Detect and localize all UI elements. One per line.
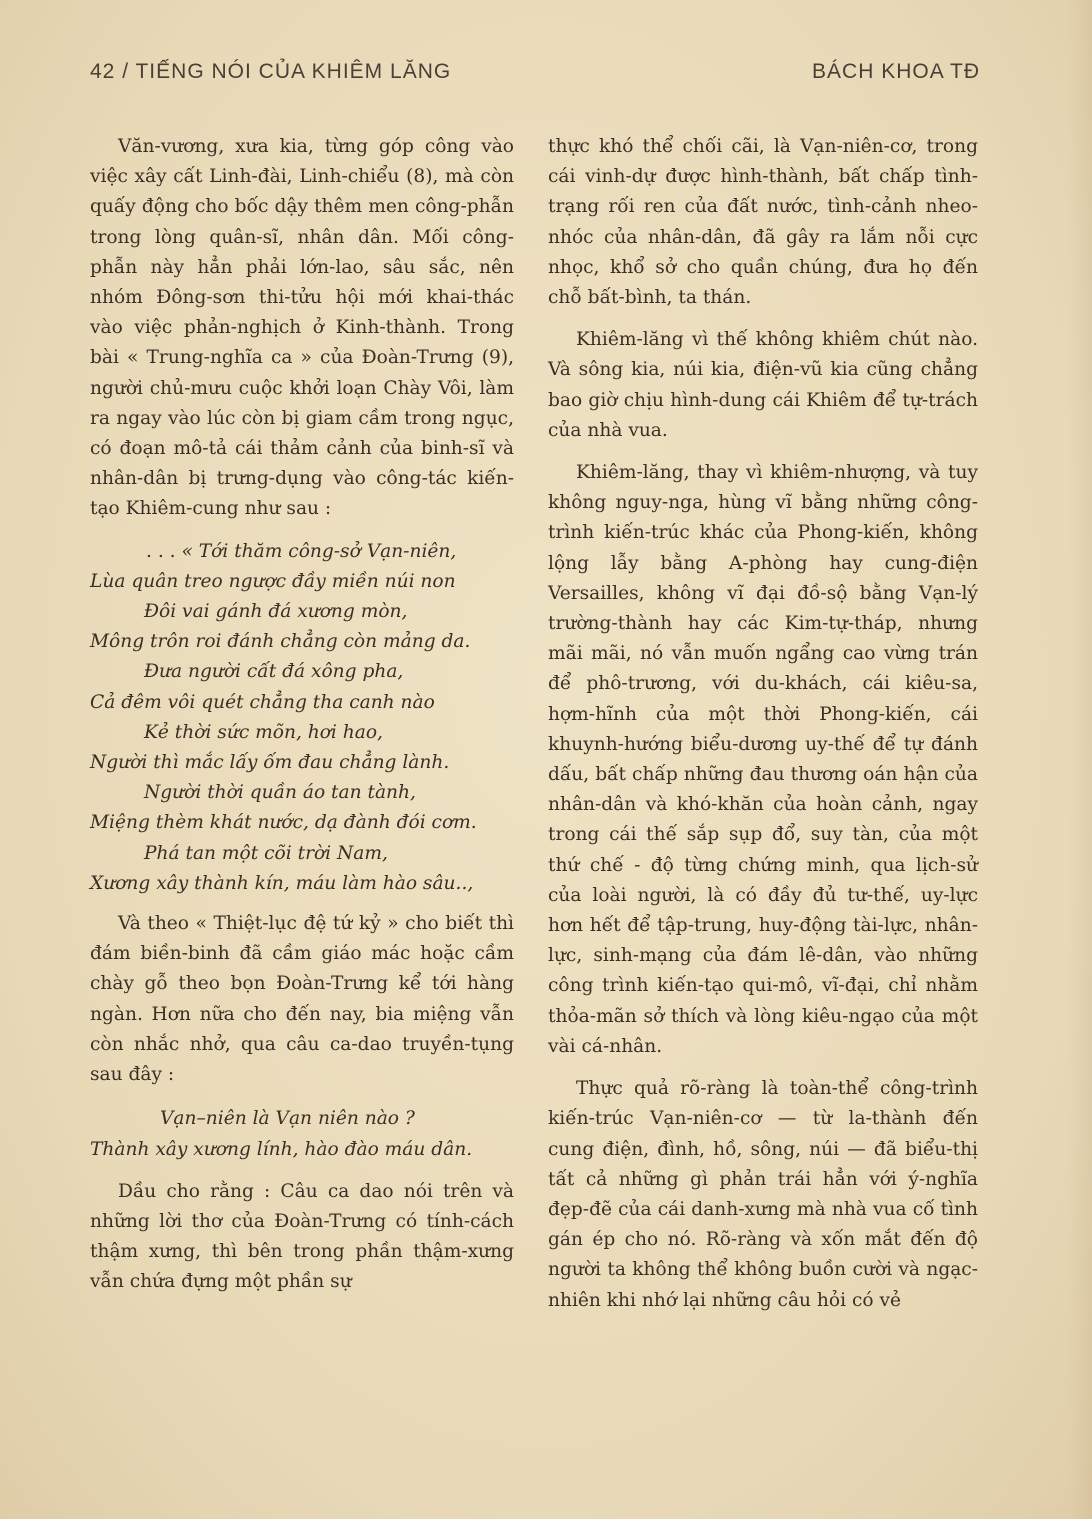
verse-line: Phá tan một cõi trời Nam, xyxy=(144,842,388,864)
verse-line: Xương xây thành kín, máu làm hào sâu.., xyxy=(90,872,474,894)
paragraph: Khiêm-lăng vì thế không khiêm chút nào. Và sông kia, núi kia, điện-vũ kia cũng chẳng bao giờ chịu hình-dung cái Khiêm để tự-trách của nhà vua. xyxy=(548,329,978,441)
verse-line: Người thì mắc lấy ốm đau chẳng lành. xyxy=(90,752,450,774)
header-right: BÁCH KHOA TĐ xyxy=(812,60,980,83)
verse-line: Đưa người cất đá xông pha, xyxy=(144,661,404,683)
paragraph: Và theo « Thiệt-lục đệ tứ kỷ » cho biết thì đám biền-binh đã cầm giáo mác hoặc cầm chày gỗ theo bọn Đoàn-Trưng kể tới hàng ngàn. Hơn nữa cho đến nay, bia miệng vẫn còn nhắc nhở, qua câu ca-dao truyền-tụng sau đây : xyxy=(90,913,514,1086)
verse-line: Lùa quân treo ngược đầy miền núi non xyxy=(90,570,456,592)
verse-line: Kẻ thời sức mõn, hơi hao, xyxy=(144,721,383,743)
verse-line: Người thời quần áo tan tành, xyxy=(144,782,416,804)
paragraph: thực khó thể chối cãi, là Vạn-niên-cơ, trong cái vinh-dự được hình-thành, bất chấp tình-trạng rối ren của đất nước, tình-cảnh nheo-nhóc của nhân-dân, đã gây ra lắm nỗi cực nhọc, khổ sở cho quần chúng, đưa họ đến chỗ bất-bình, ta thán. xyxy=(548,136,978,309)
paragraph: Khiêm-lăng, thay vì khiêm-nhượng, và tuy không nguy-nga, hùng vĩ bằng những công-trình kiến-trúc khác của Phong-kiến, không lộng lẫy bằng A-phòng hay cung-điện Versailles, không vĩ đại đồ-sộ bằng Vạn-lý trường-thành hay các Kim-tự-tháp, nhưng mãi mãi, nó vẫn muốn ngẩng cao vừng trán để phô-trương, với du-khách, cái kiêu-sa, hợm-hĩnh của một thời Phong-kiến, cái khuynh-hướng biểu-dương uy-thế để tự đánh dấu, bất chấp những đau thương oán hận của nhân-dân và khó-khăn của hoàn cảnh, ngay trong cái thế sắp sụp đổ, suy tàn, của một thứ chế - độ từng chứng minh, qua lịch-sử của loài người, là có đầy đủ tư-thế, uy-lực hơn hết để tập-trung, huy-động tài-lực, nhân-lực, sinh-mạng của đám lê-dân, vào những công trình kiến-tạo qui-mô, vĩ-đại, chỉ nhằm thỏa-mãn sở thích và lòng kiêu-ngạo của một vài cá-nhân. xyxy=(548,462,978,1057)
verse-line: Mông trôn roi đánh chẳng còn mảng da. xyxy=(90,631,471,653)
page-edge-shading xyxy=(1068,0,1092,1519)
couplet-line: Vạn–niên là Vạn niên nào ? xyxy=(160,1108,415,1130)
paragraph: Thực quả rõ-ràng là toàn-thể công-trình kiến-trúc Vạn-niên-cơ — từ la-thành đến cung điện, đình, hồ, sông, núi — đã biểu-thị tất cả những gì phản trái hẳn với ý-nghĩa đẹp-đẽ của cái danh-xưng mà nhà vua cố tình gán ép cho nó. Rõ-ràng và xốn mắt đến độ người ta không thể không buồn cười và ngạc-nhiên khi nhớ lại những câu hỏi có vẻ xyxy=(548,1078,978,1311)
right-column xyxy=(548,132,978,1316)
paragraph: Văn-vương, xưa kia, từng góp công vào việc xây cất Linh-đài, Linh-chiểu (8), mà còn quấy động cho bốc dậy thêm men công-phẫn trong lòng quân-sĩ, nhân dân. Mối công-phẫn này hẳn phải lớn-lao, sâu sắc, nên nhóm Đông-sơn thi-tửu hội mới khai-thác vào việc phản-nghịch ở Kinh-thành. Trong bài « Trung-nghĩa ca » của Đoàn-Trưng (9), người chủ-mưu cuộc khởi loạn Chày Vôi, làm ra ngay vào lúc còn bị giam cầm trong ngục, có đoạn mô-tả cái thảm cảnh của binh-sĩ và nhân-dân bị trưng-dụng vào công-tác kiến-tạo Khiêm-cung như sau : xyxy=(90,136,514,520)
verse-line: . . . « Tới thăm công-sở Vạn-niên, xyxy=(146,540,457,562)
verse-line: Cả đêm vôi quét chẳng tha canh nào xyxy=(90,691,435,713)
poem-excerpt xyxy=(90,537,514,899)
left-column xyxy=(90,132,514,1298)
paragraph: Dầu cho rằng : Câu ca dao nói trên và những lời thơ của Đoàn-Trưng có tính-cách thậm xưng, thì bên trong phần thậm-xưng vẫn chứa đựng một phần sự xyxy=(90,1180,514,1293)
verse-line: Đôi vai gánh đá xương mòn, xyxy=(144,601,408,623)
couplet-line: Thành xây xương lính, hào đào máu dân. xyxy=(90,1138,473,1160)
folk-couplet xyxy=(90,1104,514,1164)
header-left: 42 / TIẾNG NÓI CỦA KHIÊM LĂNG xyxy=(90,60,452,83)
verse-line: Miệng thèm khát nước, dạ đành đói cơm. xyxy=(90,812,477,834)
running-header xyxy=(90,60,980,84)
